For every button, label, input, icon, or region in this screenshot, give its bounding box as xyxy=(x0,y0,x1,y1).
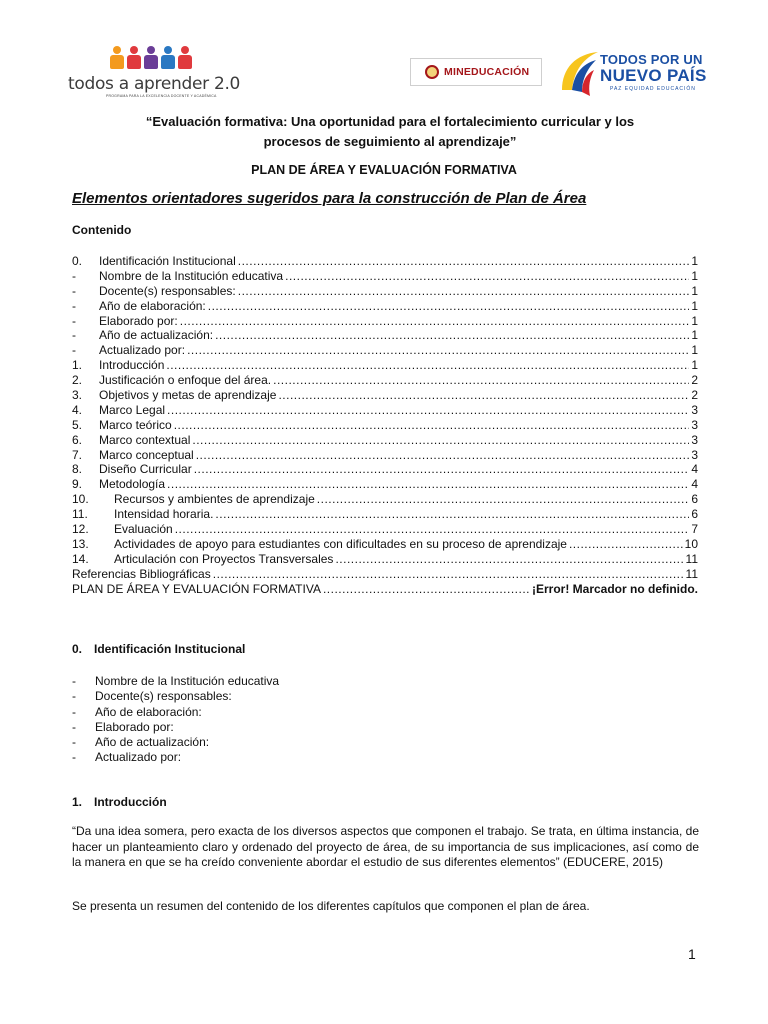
people-icon xyxy=(110,44,228,72)
intro-paragraph-1: “Da una idea somera, pero exacta de los diversos aspectos que componen el trabajo. Se trata, en última instancia, de hacer un planteamiento claro y ordenado del proyecto de área, de su importancia de sus implicaciones, así como de la manera en que se ha creído conveniente abordar el estudio de sus diferentes elementos” (EDUCERE, 2015) xyxy=(72,824,699,870)
bullet-dash: - xyxy=(72,704,76,719)
toc-dot-leader xyxy=(335,552,683,567)
toc-entry-title: Identificación Institucional xyxy=(99,254,236,268)
toc-entry-page: 1 xyxy=(691,328,698,343)
toc-entry-title: Nombre de la Institución educativa xyxy=(99,268,284,283)
toc-entry-page: 1 xyxy=(691,254,698,268)
toc-entry-number: 8. xyxy=(72,462,83,477)
toc-entry[interactable] xyxy=(72,284,698,299)
section0-heading xyxy=(72,642,245,656)
toc-entry-number: 11. xyxy=(72,507,88,522)
toc-entry-page: 11 xyxy=(685,551,698,566)
toc-entry-number: 14. xyxy=(72,551,89,566)
section1-title: Introducción xyxy=(94,795,167,809)
toc-entry-page: 1 xyxy=(691,313,698,328)
list-item xyxy=(72,705,279,720)
toc-entry-number: 2. xyxy=(72,373,83,388)
toc-entry-number: 10. xyxy=(72,492,89,507)
toc-entry-page: 4 xyxy=(691,462,698,477)
toc-entry[interactable] xyxy=(72,462,698,477)
toc-dot-leader xyxy=(215,328,689,343)
toc-entry-title: Intensidad horaria. xyxy=(114,507,214,522)
toc-dot-leader xyxy=(167,403,689,418)
toc-entry-number: - xyxy=(72,328,76,343)
document-title: “Evaluación formativa: Una oportunidad para el fortalecimiento curricular y los procesos de seguimiento al aprendizaje” xyxy=(145,114,635,149)
brand-name: todos a aprender 2.0 xyxy=(68,74,241,94)
todos-por-un-nuevo-pais-logo xyxy=(556,48,707,100)
toc-entry-page: 6 xyxy=(691,507,698,522)
bullet-dash: - xyxy=(72,674,76,688)
toc-entry-title: Marco contextual xyxy=(99,432,191,447)
toc-entry-title: Metodología xyxy=(99,477,166,492)
toc-entry[interactable] xyxy=(72,403,698,418)
toc-entry[interactable] xyxy=(72,269,698,284)
flag-swoosh-icon xyxy=(556,50,602,100)
list-item xyxy=(72,735,279,750)
toc-entry-page: 1 xyxy=(691,358,698,373)
toc-entry-number: 12. xyxy=(72,522,89,537)
toc-dot-leader xyxy=(187,343,689,358)
toc-entry[interactable] xyxy=(72,477,698,492)
list-item-text: Año de actualización: xyxy=(95,735,210,750)
list-item xyxy=(72,750,279,765)
toc-entry-page: 3 xyxy=(691,432,698,447)
list-item xyxy=(72,720,279,735)
toc-entry-page: 1 xyxy=(691,283,698,298)
toc-entry-page: ¡Error! Marcador no definido. xyxy=(531,581,698,596)
toc-entry[interactable] xyxy=(72,388,698,403)
toc-entry-number: 3. xyxy=(72,388,83,403)
toc-entry-page: 1 xyxy=(691,268,698,283)
toc-entry[interactable] xyxy=(72,328,698,343)
toc-entry-number: 4. xyxy=(72,402,83,417)
document-subtitle: PLAN DE ÁREA Y EVALUACIÓN FORMATIVA xyxy=(251,163,517,177)
toc-entry-title: PLAN DE ÁREA Y EVALUACIÓN FORMATIVA xyxy=(72,581,321,596)
toc-entry-page: 3 xyxy=(691,402,698,417)
toc-entry[interactable] xyxy=(72,492,698,507)
slogan-line1: TODOS POR UN xyxy=(600,52,703,67)
section1-heading xyxy=(72,795,167,809)
toc-entry-number: 13. xyxy=(72,536,89,551)
toc-dot-leader xyxy=(285,269,689,284)
toc-entry-number: - xyxy=(72,283,76,298)
toc-dot-leader xyxy=(192,433,689,448)
bullet-dash: - xyxy=(72,689,76,704)
toc-dot-leader xyxy=(317,492,690,507)
toc-dot-leader xyxy=(167,477,689,492)
toc-entry[interactable] xyxy=(72,567,698,582)
brand-tagline: PROGRAMA PARA LA EXCELENCIA DOCENTE Y ACADÉMICA xyxy=(106,94,217,98)
toc-entry[interactable] xyxy=(72,522,698,537)
toc-entry-page: 11 xyxy=(685,566,698,581)
list-item-text: Actualizado por: xyxy=(95,750,182,765)
toc-entry-title: Año de actualización: xyxy=(99,328,214,343)
toc-entry-title: Actualizado por: xyxy=(99,343,186,358)
section-heading: Elementos orientadores sugeridos para la construcción de Plan de Área xyxy=(72,190,587,207)
mineducacion-text: MINEDUCACIÓN xyxy=(444,66,530,78)
toc-entry-page: 2 xyxy=(691,388,698,403)
toc-dot-leader xyxy=(208,299,690,314)
list-item-text: Nombre de la Institución educativa xyxy=(95,674,280,688)
coat-of-arms-icon xyxy=(425,65,439,79)
toc-entry-number: 1. xyxy=(72,358,83,373)
toc-entry-number: - xyxy=(72,298,76,313)
toc-entry-title: Año de elaboración: xyxy=(99,298,206,313)
toc-entry-page: 3 xyxy=(691,417,698,432)
page-number: 1 xyxy=(688,946,696,962)
intro-paragraph-2: Se presenta un resumen del contenido de los diferentes capítulos que componen el plan de área. xyxy=(72,899,590,913)
bullet-dash: - xyxy=(72,750,76,765)
toc-dot-leader xyxy=(213,567,684,582)
toc-entry[interactable] xyxy=(72,537,698,552)
toc-entry-number: 9. xyxy=(72,477,83,492)
toc-entry-page: 2 xyxy=(691,373,698,388)
toc-entry-title: Marco Legal xyxy=(99,402,166,417)
toc-entry-number: - xyxy=(72,313,76,328)
toc-entry-number: - xyxy=(72,268,76,283)
toc-dot-leader xyxy=(323,582,530,597)
toc-dot-leader xyxy=(569,537,683,552)
toc-entry-title: Marco teórico xyxy=(99,417,172,432)
list-item xyxy=(72,689,279,704)
toc-entry-page: 7 xyxy=(691,522,698,537)
toc-dot-leader xyxy=(278,388,689,403)
toc-entry-title: Justificación o enfoque del área. xyxy=(99,373,272,388)
toc-entry-title: Recursos y ambientes de aprendizaje xyxy=(114,492,315,507)
toc-entry-title: Marco conceptual xyxy=(99,447,194,462)
toc-dot-leader xyxy=(273,373,689,388)
toc-entry-page: 1 xyxy=(691,343,698,358)
toc-entry-title: Elaborado por: xyxy=(99,313,178,328)
toc-entry-page: 6 xyxy=(691,492,698,507)
toc-dot-leader xyxy=(238,254,690,269)
toc-entry-title: Objetivos y metas de aprendizaje xyxy=(99,388,277,403)
list-item xyxy=(72,674,279,689)
toc-entry-page: 3 xyxy=(691,447,698,462)
toc-entry[interactable] xyxy=(72,448,698,463)
toc-dot-leader xyxy=(180,314,690,329)
toc-dot-leader xyxy=(215,507,689,522)
toc-entry[interactable] xyxy=(72,358,698,373)
toc-entry-number: 5. xyxy=(72,417,83,432)
toc-entry[interactable] xyxy=(72,373,698,388)
toc-entry-number: 6. xyxy=(72,432,83,447)
toc-entry[interactable] xyxy=(72,254,698,269)
list-item-text: Docente(s) responsables: xyxy=(95,689,232,704)
slogan-line3: PAZ EQUIDAD EDUCACIÓN xyxy=(610,86,696,92)
bullet-dash: - xyxy=(72,719,76,734)
toc-entry-title: Introducción xyxy=(99,358,165,373)
toc-dot-leader xyxy=(175,522,690,537)
identification-list xyxy=(72,674,279,766)
contents-label: Contenido xyxy=(72,223,132,237)
slogan-line2: NUEVO PAÍS xyxy=(600,66,707,85)
toc-entry-title: Referencias Bibliográficas xyxy=(72,566,211,581)
toc-entry[interactable] xyxy=(72,343,698,358)
table-of-contents xyxy=(72,254,698,596)
section0-title: Identificación Institucional xyxy=(94,642,246,656)
toc-entry[interactable] xyxy=(72,507,698,522)
toc-entry-page: 10 xyxy=(684,536,698,551)
bullet-dash: - xyxy=(72,735,76,750)
toc-entry[interactable] xyxy=(72,552,698,567)
toc-entry-number: - xyxy=(72,343,76,358)
toc-entry-title: Diseño Curricular xyxy=(99,462,192,477)
toc-entry-title: Evaluación xyxy=(114,522,173,537)
toc-entry-page: 1 xyxy=(691,298,698,313)
toc-entry[interactable] xyxy=(72,418,698,433)
toc-entry-page: 4 xyxy=(691,477,698,492)
toc-entry[interactable] xyxy=(72,433,698,448)
section1-number: 1. xyxy=(72,795,83,809)
list-item-text: Elaborado por: xyxy=(95,719,174,734)
toc-dot-leader xyxy=(196,448,690,463)
toc-dot-leader xyxy=(238,284,690,299)
toc-dot-leader xyxy=(166,358,689,373)
section0-number: 0. xyxy=(72,642,83,656)
list-item-text: Año de elaboración: xyxy=(95,704,202,719)
toc-entry-number: 0. xyxy=(72,254,83,268)
toc-entry[interactable] xyxy=(72,582,698,597)
toc-entry-title: Actividades de apoyo para estudiantes con dificultades en su proceso de aprendizaje xyxy=(114,536,567,551)
toc-entry-title: Docente(s) responsables: xyxy=(99,283,236,298)
toc-entry-number: 7. xyxy=(72,447,83,462)
toc-entry[interactable] xyxy=(72,314,698,329)
toc-entry-title: Articulación con Proyectos Transversales xyxy=(114,551,334,566)
mineducacion-logo xyxy=(410,58,542,86)
todos-a-aprender-logo xyxy=(68,44,241,110)
toc-entry[interactable] xyxy=(72,299,698,314)
toc-dot-leader xyxy=(194,462,690,477)
toc-dot-leader xyxy=(174,418,690,433)
